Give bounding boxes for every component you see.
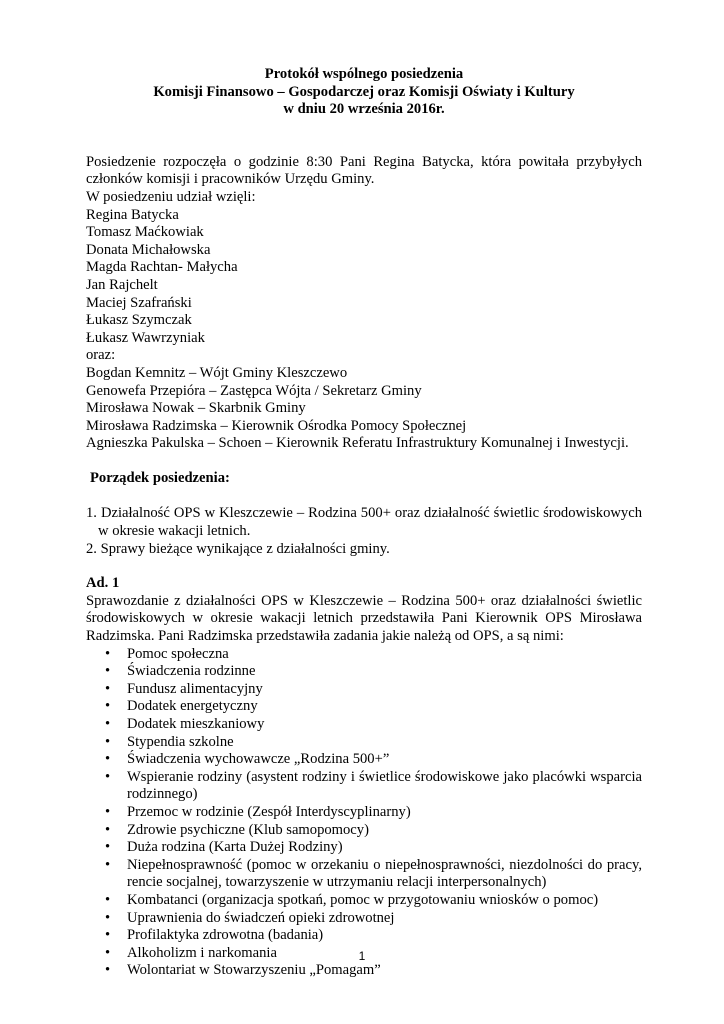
document-title bbox=[86, 66, 642, 119]
guests-list bbox=[86, 365, 642, 453]
opening-paragraph: Posiedzenie rozpoczęła o godzinie 8:30 Pani Regina Batycka, która powitała przybyłych członków komisji i pracowników Urzędu Gminy. bbox=[86, 153, 642, 188]
task-text: Alkoholizm i narkomania bbox=[127, 944, 277, 961]
bullet-icon: • bbox=[105, 856, 111, 873]
page-number: 1 bbox=[358, 949, 366, 963]
title-line-2: Komisji Finansowo – Gospodarczej oraz Komisji Oświaty i Kultury bbox=[153, 83, 575, 100]
bullet-icon: • bbox=[105, 909, 111, 926]
task-text: Profilaktyka zdrowotna (badania) bbox=[127, 927, 324, 944]
ops-tasks-list bbox=[86, 646, 642, 980]
bullet-icon: • bbox=[105, 803, 111, 820]
bullet-icon: • bbox=[105, 891, 111, 908]
member-name: Jan Rajchelt bbox=[86, 276, 158, 293]
task-text: Świadczenia wychowawcze „Rodzina 500+” bbox=[127, 751, 390, 768]
list-item bbox=[86, 681, 642, 699]
bullet-icon: • bbox=[105, 645, 111, 662]
bullet-icon: • bbox=[105, 927, 111, 944]
task-text: Kombatanci (organizacja spotkań, pomoc w przygotowaniu wniosków o pomoc) bbox=[127, 891, 599, 908]
agenda-list bbox=[86, 505, 642, 558]
task-text: Przemoc w rodzinie (Zespół Interdyscyplinarny) bbox=[127, 803, 411, 820]
guest-entry: Mirosława Radzimska – Kierownik Ośrodka Pomocy Społecznej bbox=[86, 417, 467, 434]
task-text: Uprawnienia do świadczeń opieki zdrowotnej bbox=[127, 909, 395, 926]
member-name: Łukasz Szymczak bbox=[86, 312, 192, 329]
bullet-icon: • bbox=[105, 733, 111, 750]
bullet-icon: • bbox=[105, 839, 111, 856]
member-name: Łukasz Wawrzyniak bbox=[86, 329, 205, 346]
agenda-item: 2. Sprawy bieżące wynikające z działalności gminy. bbox=[86, 540, 390, 557]
list-item bbox=[86, 646, 642, 664]
bullet-icon: • bbox=[105, 821, 111, 838]
title-line-3: w dniu 20 września 2016r. bbox=[283, 101, 445, 118]
task-text: Dodatek mieszkaniowy bbox=[127, 716, 265, 732]
ad1-heading: Ad. 1 bbox=[86, 575, 120, 592]
list-item bbox=[86, 663, 642, 681]
task-text: Świadczenia rodzinne bbox=[127, 663, 256, 680]
task-text: Niepełnosprawność (pomoc w orzekaniu o niepełnosprawności, niezdolności do pracy, rencie socjalnej, towarzyszenie w utrzymaniu relacji interpersonalnych) bbox=[127, 856, 642, 891]
intro-section bbox=[86, 154, 642, 453]
member-name: Maciej Szafrański bbox=[86, 294, 192, 311]
bullet-icon: • bbox=[105, 680, 111, 697]
title-line-1: Protokół wspólnego posiedzenia bbox=[264, 66, 464, 82]
task-text: Fundusz alimentacyjny bbox=[127, 680, 263, 697]
guest-entry: Bogdan Kemnitz – Wójt Gminy Kleszczewo bbox=[86, 364, 348, 381]
bullet-icon: • bbox=[105, 716, 111, 732]
bullet-icon: • bbox=[105, 962, 111, 979]
list-item bbox=[86, 892, 642, 910]
bullet-icon: • bbox=[105, 663, 111, 680]
task-text: Pomoc społeczna bbox=[127, 645, 229, 662]
list-item bbox=[86, 769, 642, 804]
document-page bbox=[86, 66, 642, 980]
member-name: Donata Michałowska bbox=[86, 241, 211, 258]
bullet-icon: • bbox=[105, 768, 111, 785]
agenda-heading: Porządek posiedzenia: bbox=[90, 469, 230, 486]
list-item bbox=[86, 751, 642, 769]
bullet-icon: • bbox=[105, 698, 111, 715]
also-label: oraz: bbox=[86, 347, 116, 364]
members-list bbox=[86, 207, 642, 348]
guest-entry: Mirosława Nowak – Skarbnik Gminy bbox=[86, 400, 306, 417]
bullet-icon: • bbox=[105, 944, 111, 961]
bullet-icon: • bbox=[105, 751, 111, 768]
list-item bbox=[86, 910, 642, 928]
member-name: Magda Rachtan- Małycha bbox=[86, 259, 238, 276]
ad1-paragraph: Sprawozdanie z działalności OPS w Kleszczewie – Rodzina 500+ oraz działalności świetlic środowiskowych w okresie wakacji letnich przedstawiła Pani Kierownik OPS Mirosława Radzimska. Pani Radzimska przedstawiła zadania jakie należą od OPS, a są nimi: bbox=[86, 592, 642, 645]
list-item bbox=[86, 716, 642, 734]
attendance-label: W posiedzeniu udział wzięli: bbox=[86, 188, 256, 205]
task-text: Duża rodzina (Karta Dużej Rodziny) bbox=[127, 839, 343, 856]
list-item bbox=[86, 927, 642, 945]
list-item bbox=[86, 698, 642, 716]
task-text: Dodatek energetyczny bbox=[127, 698, 258, 715]
task-text: Wolontariat w Stowarzyszeniu „Pomagam” bbox=[127, 962, 381, 979]
list-item bbox=[86, 804, 642, 822]
task-text: Wspieranie rodziny (asystent rodziny i świetlice środowiskowe jako placówki wsparcia rodzinnego) bbox=[127, 768, 642, 803]
task-text: Stypendia szkolne bbox=[127, 733, 234, 750]
task-text: Zdrowie psychiczne (Klub samopomocy) bbox=[127, 821, 369, 838]
member-name: Tomasz Maćkowiak bbox=[86, 224, 204, 241]
agenda-item: 1. Działalność OPS w Kleszczewie – Rodzina 500+ oraz działalność świetlic środowiskowych w okresie wakacji letnich. bbox=[86, 505, 642, 540]
guest-entry: Agnieszka Pakulska – Schoen – Kierownik Referatu Infrastruktury Komunalnej i Inwestycji. bbox=[86, 435, 629, 452]
guest-entry: Genowefa Przepióra – Zastępca Wójta / Sekretarz Gminy bbox=[86, 382, 422, 399]
list-item bbox=[86, 822, 642, 840]
list-item bbox=[86, 839, 642, 857]
member-name: Regina Batycka bbox=[86, 206, 179, 223]
list-item bbox=[86, 734, 642, 752]
list-item bbox=[86, 857, 642, 892]
